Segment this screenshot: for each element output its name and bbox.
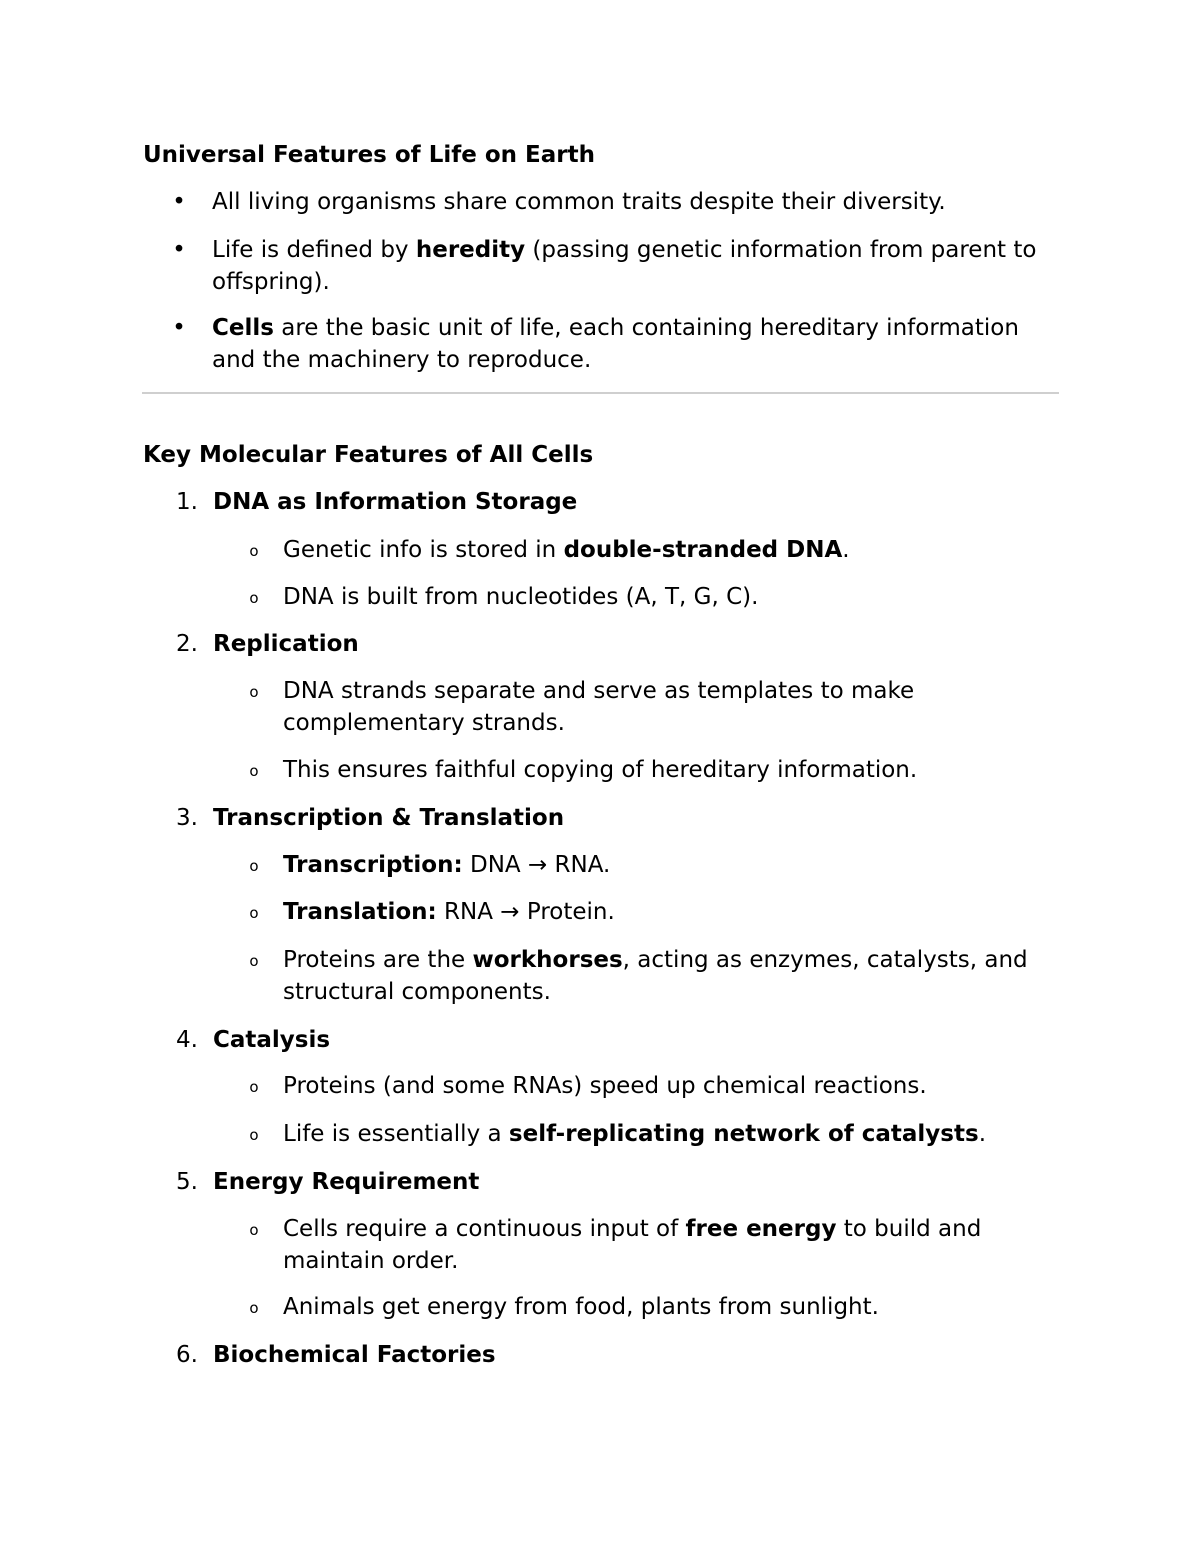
list-number: 3. xyxy=(176,805,198,831)
numbered-item-title: Transcription & Translation xyxy=(213,805,565,831)
list-number: 6. xyxy=(176,1342,198,1368)
bullet-marker: • xyxy=(172,189,186,215)
sub-bullet-marker: o xyxy=(249,1221,259,1239)
sub-bullet-marker: o xyxy=(249,1299,259,1317)
bullet-marker: • xyxy=(172,237,186,263)
bold-term: double-stranded DNA xyxy=(563,537,843,563)
sub-list-item: DNA strands separate and serve as templates to make complementary strands. xyxy=(283,678,915,736)
sub-list-item: Genetic info is stored in double-stranded DNA. xyxy=(283,537,850,563)
sub-bullet-marker: o xyxy=(249,762,259,780)
sub-list-item: Translation: RNA → Protein. xyxy=(283,899,615,925)
list-item: Life is defined by heredity (passing genetic information from parent to offspring). xyxy=(212,237,1037,295)
sub-bullet-marker: o xyxy=(249,542,259,560)
sub-list-item: Animals get energy from food, plants from sunlight. xyxy=(283,1294,879,1320)
numbered-item-title: Energy Requirement xyxy=(213,1169,480,1195)
sub-bullet-marker: o xyxy=(249,683,259,701)
list-number: 2. xyxy=(176,631,198,657)
bold-term: Translation: xyxy=(283,899,437,925)
numbered-item-title: Catalysis xyxy=(213,1027,331,1053)
bold-term: self-replicating network of catalysts xyxy=(508,1121,979,1147)
sub-list-item: Proteins are the workhorses, acting as enzymes, catalysts, and structural components. xyxy=(283,947,1028,1005)
list-number: 5. xyxy=(176,1169,198,1195)
sub-bullet-marker: o xyxy=(249,1078,259,1096)
list-item: All living organisms share common traits despite their diversity. xyxy=(212,189,946,215)
sub-list-item: Proteins (and some RNAs) speed up chemical reactions. xyxy=(283,1073,927,1099)
sub-bullet-marker: o xyxy=(249,952,259,970)
sub-list-item: Cells require a continuous input of free energy to build and maintain order. xyxy=(283,1216,982,1274)
section-heading-key-molecular-features: Key Molecular Features of All Cells xyxy=(143,442,594,468)
sub-list-item: DNA is built from nucleotides (A, T, G, C). xyxy=(283,584,759,610)
bold-term: heredity xyxy=(415,237,526,263)
bullet-marker: • xyxy=(172,315,186,341)
list-number: 1. xyxy=(176,489,198,515)
sub-bullet-marker: o xyxy=(249,589,259,607)
list-number: 4. xyxy=(176,1027,198,1053)
numbered-item-title: Biochemical Factories xyxy=(213,1342,496,1368)
sub-list-item: Transcription: DNA → RNA. xyxy=(283,852,611,878)
bold-term: free energy xyxy=(685,1216,837,1242)
section-heading-universal-features: Universal Features of Life on Earth xyxy=(143,142,595,168)
horizontal-divider xyxy=(142,392,1059,394)
bold-term: workhorses xyxy=(472,947,623,973)
sub-list-item: This ensures faithful copying of hereditary information. xyxy=(283,757,918,783)
numbered-item-title: Replication xyxy=(213,631,359,657)
sub-bullet-marker: o xyxy=(249,857,259,875)
sub-list-item: Life is essentially a self-replicating network of catalysts. xyxy=(283,1121,986,1147)
numbered-item-title: DNA as Information Storage xyxy=(213,489,578,515)
bold-term: Cells xyxy=(212,315,274,341)
list-item: Cells are the basic unit of life, each containing hereditary information and the machinery to reproduce. xyxy=(212,315,1019,373)
sub-bullet-marker: o xyxy=(249,904,259,922)
bold-term: Transcription: xyxy=(283,852,463,878)
sub-bullet-marker: o xyxy=(249,1126,259,1144)
